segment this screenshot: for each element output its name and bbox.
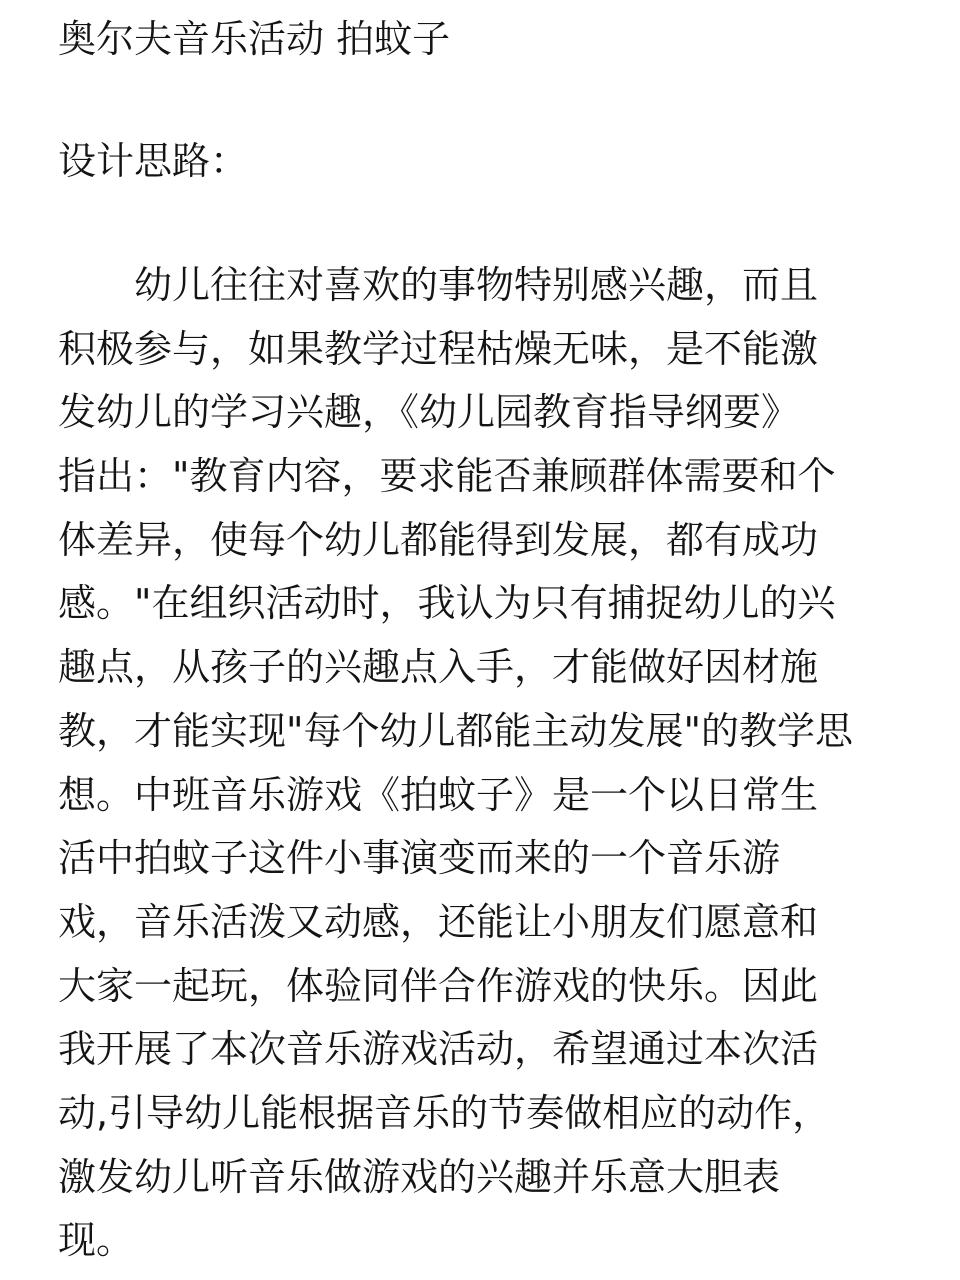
- body-line: 体差异，使每个幼儿都能得到发展，都有成功: [58, 517, 819, 562]
- body-line: 激发幼儿听音乐做游戏的兴趣并乐意大胆表: [58, 1154, 781, 1199]
- body-line: 戏，音乐活泼又动感，还能让小朋友们愿意和: [58, 899, 819, 944]
- body-line: 我开展了本次音乐游戏活动，希望通过本次活: [58, 1027, 819, 1072]
- body-line: 大家一起玩，体验同伴合作游戏的快乐。因此: [58, 963, 819, 1008]
- body-line: 感。"在组织活动时，我认为只有捕捉幼儿的兴: [58, 581, 836, 626]
- body-line: 想。中班音乐游戏《拍蚊子》是一个以日常生: [58, 772, 819, 817]
- body-line: 趣点，从孩子的兴趣点入手，才能做好因材施: [58, 645, 819, 690]
- body-paragraph: [58, 254, 918, 1273]
- body-line: 教，才能实现"每个幼儿都能主动发展"的教学思: [58, 708, 853, 753]
- body-line: 发幼儿的学习兴趣，《幼儿园教育指导纲要》: [58, 390, 800, 435]
- body-line: 动,引导幼儿能根据音乐的节奏做相应的动作，: [58, 1090, 831, 1135]
- document-title: 奥尔夫音乐活动 拍蚊子: [58, 17, 451, 61]
- body-line: 活中拍蚊子这件小事演变而来的一个音乐游: [58, 836, 781, 881]
- body-line: 幼儿往往对喜欢的事物特别感兴趣，而且: [58, 263, 819, 307]
- body-line: 积极参与，如果教学过程枯燥无味，是不能激: [58, 326, 819, 371]
- section-heading: 设计思路：: [58, 139, 249, 183]
- body-line: 现。: [58, 1218, 135, 1263]
- body-line: 指出："教育内容，要求能否兼顾群体需要和个: [58, 454, 836, 499]
